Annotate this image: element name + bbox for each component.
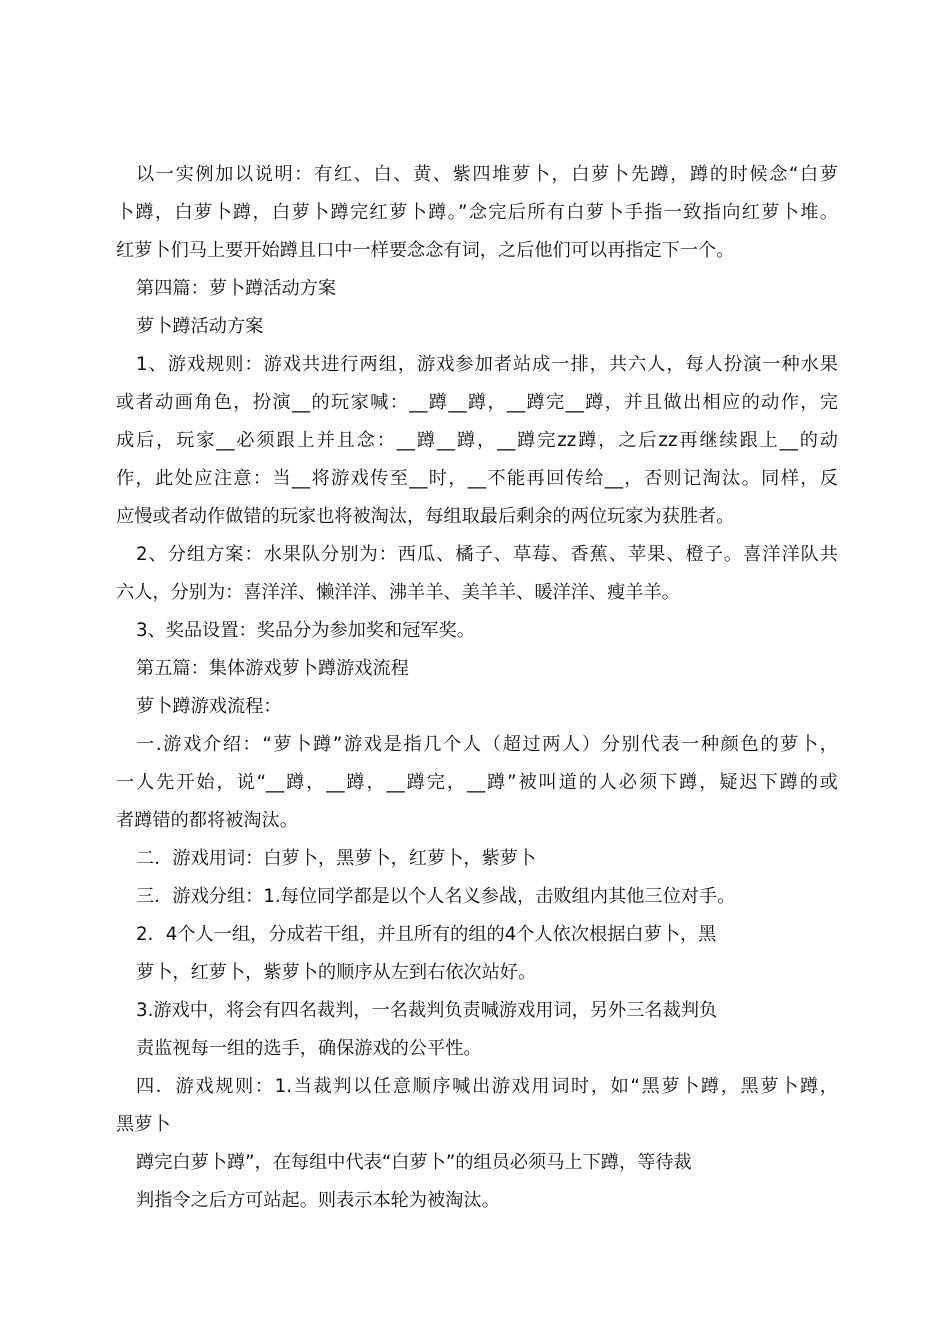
paragraph-line: 3.游戏中，将会有四名裁判，一名裁判负责喊游戏用词，另外三名裁判负 <box>136 1000 718 1021</box>
section-heading: 第四篇：萝卜蹲活动方案 <box>136 278 337 299</box>
paragraph-line: 六人，分别为：喜洋洋、懒洋洋、沸羊羊、美羊羊、暖洋洋、瘦羊羊。 <box>116 582 680 603</box>
paragraph-line: 蹲完白萝卜蹲”，在每组中代表“白萝卜”的组员必须马上下蹲，等待裁 <box>136 1152 692 1173</box>
paragraph-line: 四．游戏规则：1.当裁判以任意顺序喊出游戏用词时，如“黑萝卜蹲，黑萝卜蹲， <box>136 1076 838 1097</box>
paragraph-line: 应慢或者动作做错的玩家也将被淘汰，每组取最后剩余的两位玩家为获胜者。 <box>116 506 735 527</box>
paragraph-line: 成后，玩家__必须跟上并且念：__蹲__蹲，__蹲完zz蹲，之后zz再继续跟上__的动 <box>116 430 838 451</box>
paragraph-line: 判指令之后方可站起。则表示本轮为被淘汰。 <box>136 1190 500 1211</box>
section-heading: 第五篇：集体游戏萝卜蹲游戏流程 <box>136 658 409 679</box>
paragraph-line: 2．4个人一组，分成若干组，并且所有的组的4个人依次根据白萝卜，黑 <box>136 924 717 945</box>
paragraph-line: 以一实例加以说明：有红、白、黄、紫四堆萝卜，白萝卜先蹲，蹲的时候念“白萝 <box>136 164 838 185</box>
paragraph-line: 一.游戏介绍：“萝卜蹲”游戏是指几个人（超过两人）分别代表一种颜色的萝卜， <box>136 734 838 755</box>
paragraph-line: 作，此处应注意：当__将游戏传至__时，__不能再回传给__，否则记淘汰。同样，反 <box>116 468 838 489</box>
paragraph-line: 2、分组方案：水果队分别为：西瓜、橘子、草莓、香蕉、苹果、橙子。喜洋洋队共 <box>136 544 838 565</box>
paragraph-line: 3、奖品设置：奖品分为参加奖和冠军奖。 <box>136 620 475 641</box>
paragraph-line: 黑萝卜 <box>116 1114 171 1135</box>
paragraph-line: 一人先开始，说“__蹲，__蹲，__蹲完，__蹲”被叫道的人必须下蹲，疑迟下蹲的或 <box>116 772 838 793</box>
paragraph-line: 红萝卜们马上要开始蹲且口中一样要念念有词，之后他们可以再指定下一个。 <box>116 240 735 261</box>
paragraph-line: 者蹲错的都将被淘汰。 <box>116 810 298 831</box>
paragraph-line: 三．游戏分组：1.每位同学都是以个人名义参战，击败组内其他三位对手。 <box>136 886 736 907</box>
section-subheading: 萝卜蹲活动方案 <box>136 316 264 337</box>
section-subheading: 萝卜蹲游戏流程： <box>136 696 282 717</box>
paragraph-line: 萝卜，红萝卜，紫萝卜的顺序从左到右依次站好。 <box>136 962 537 983</box>
paragraph-line: 责监视每一组的选手，确保游戏的公平性。 <box>136 1038 482 1059</box>
paragraph-line: 二．游戏用词：白萝卜，黑萝卜，红萝卜，紫萝卜 <box>136 848 537 869</box>
paragraph-line: 或者动画角色，扮演__的玩家喊：__蹲__蹲，__蹲完__蹲，并且做出相应的动作，完 <box>116 392 838 413</box>
paragraph-line: 卜蹲，白萝卜蹲，白萝卜蹲完红萝卜蹲。”念完后所有白萝卜手指一致指向红萝卜堆。 <box>116 202 838 223</box>
paragraph-line: 1、游戏规则：游戏共进行两组，游戏参加者站成一排，共六人，每人扮演一种水果 <box>136 354 838 375</box>
